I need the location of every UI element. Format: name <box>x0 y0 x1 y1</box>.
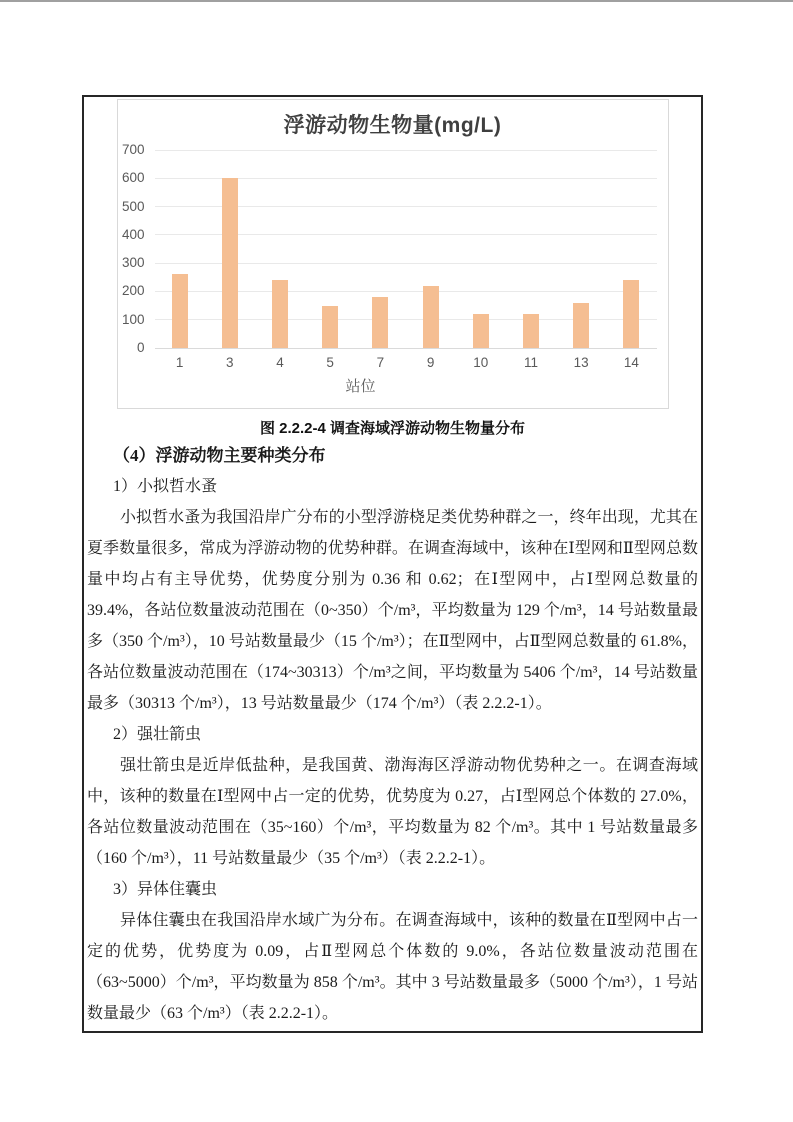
chart-plot-area <box>155 150 657 348</box>
bar-station-1 <box>172 274 188 348</box>
x-axis-tick-label: 7 <box>376 355 385 370</box>
y-axis-tick-label: 100 <box>121 311 145 327</box>
x-axis-tick-label: 4 <box>276 355 284 370</box>
subsection-title-2: 2）强壮箭虫 <box>113 726 202 743</box>
paragraph-species-1: 小拟哲水蚤为我国沿岸广分布的小型浮游桡足类优势种群之一，终年出现，尤其在夏季数量很多，常成为浮游动物的优势种群。在调查海域中，该种在Ⅰ型网和Ⅱ型网总数量中均占有主导优势，优势度分别为 0.36 和 0.62；在Ⅰ型网中，占Ⅰ型网总数量的 39.4%，各站位数量波动范围在（0~350）个/m³，平均数量为 129 个/m³，14 号站数量最多（350 个/m³），10 号站数量最少（15 个/m³）；在Ⅱ型网中，占Ⅱ型网总数量的 61.8%，各站位数量波动范围在（174~30313）个/m³之间，平均数量为 5406 个/m³，14 号站数量最多（30313 个/m³），13 号站数量最少（174 个/m³）（表 2.2.2-1）。 <box>87 509 698 712</box>
x-axis-tick-label: 14 <box>623 355 639 370</box>
y-axis-tick-label: 500 <box>121 198 145 214</box>
paragraph-species-3: 异体住囊虫在我国沿岸水域广为分布。在调查海域中，该种的数量在Ⅱ型网中占一定的优势，优势度为 0.09，占Ⅱ型网总个体数的 9.0%，各站位数量波动范围在（63~5000）个/m³，平均数量为 858 个/m³。其中 3 号站数量最多（5000 个/m³），1 号站数量最少（63 个/m³）（表 2.2.2-1）。 <box>87 912 698 1022</box>
x-axis-title: 站位 <box>345 378 376 395</box>
figure-caption: 图 2.2.2-4 调查海域浮游动物生物量分布 <box>259 420 526 437</box>
bar-station-10 <box>473 314 489 348</box>
subsection-title-3: 3）异体住囊虫 <box>113 881 218 898</box>
x-axis-tick-label: 9 <box>426 355 435 370</box>
paragraph-species-2: 强壮箭虫是近岸低盐种，是我国黄、渤海海区浮游动物优势种之一。在调查海域中，该种的数量在Ⅰ型网中占一定的优势，优势度为 0.27，占Ⅰ型网总个体数的 27.0%，各站位数量波动范围在（35~160）个/m³，平均数量为 82 个/m³。其中 1 号站数量最多（160 个/m³），11 号站数量最少（35 个/m³）（表 2.2.2-1）。 <box>87 757 698 867</box>
gridline <box>155 150 657 151</box>
y-axis-tick-label: 0 <box>136 340 145 355</box>
bar-station-13 <box>573 303 589 348</box>
y-axis-tick-label: 300 <box>121 255 145 271</box>
bar-station-4 <box>272 280 288 348</box>
y-axis-tick-label: 400 <box>121 226 145 242</box>
x-axis-tick-label: 13 <box>573 355 589 370</box>
page-edge-rule <box>0 0 793 2</box>
bar-station-9 <box>423 286 439 348</box>
x-axis-tick-label: 10 <box>473 355 489 370</box>
bar-station-11 <box>523 314 539 348</box>
y-axis-tick-label: 700 <box>121 142 145 157</box>
chart-title: 浮游动物生物量(mg/L) <box>283 114 502 137</box>
y-axis-tick-label: 600 <box>121 170 145 186</box>
y-axis-tick-label: 200 <box>121 283 145 299</box>
bar-station-14 <box>623 280 639 348</box>
bar-station-3 <box>222 178 238 348</box>
bar-station-7 <box>372 297 388 348</box>
subsection-title-1: 1）小拟哲水蚤 <box>113 478 218 495</box>
x-axis-tick-label: 5 <box>326 355 334 370</box>
x-axis-tick-label: 11 <box>523 355 538 370</box>
section-heading: （4）浮游动物主要种类分布 <box>113 446 326 465</box>
x-axis-tick-label: 1 <box>175 355 184 370</box>
x-axis-tick-label: 3 <box>226 355 234 370</box>
bar-chart-figure <box>117 99 669 409</box>
bar-station-5 <box>322 306 338 348</box>
table-cell <box>82 95 703 1033</box>
